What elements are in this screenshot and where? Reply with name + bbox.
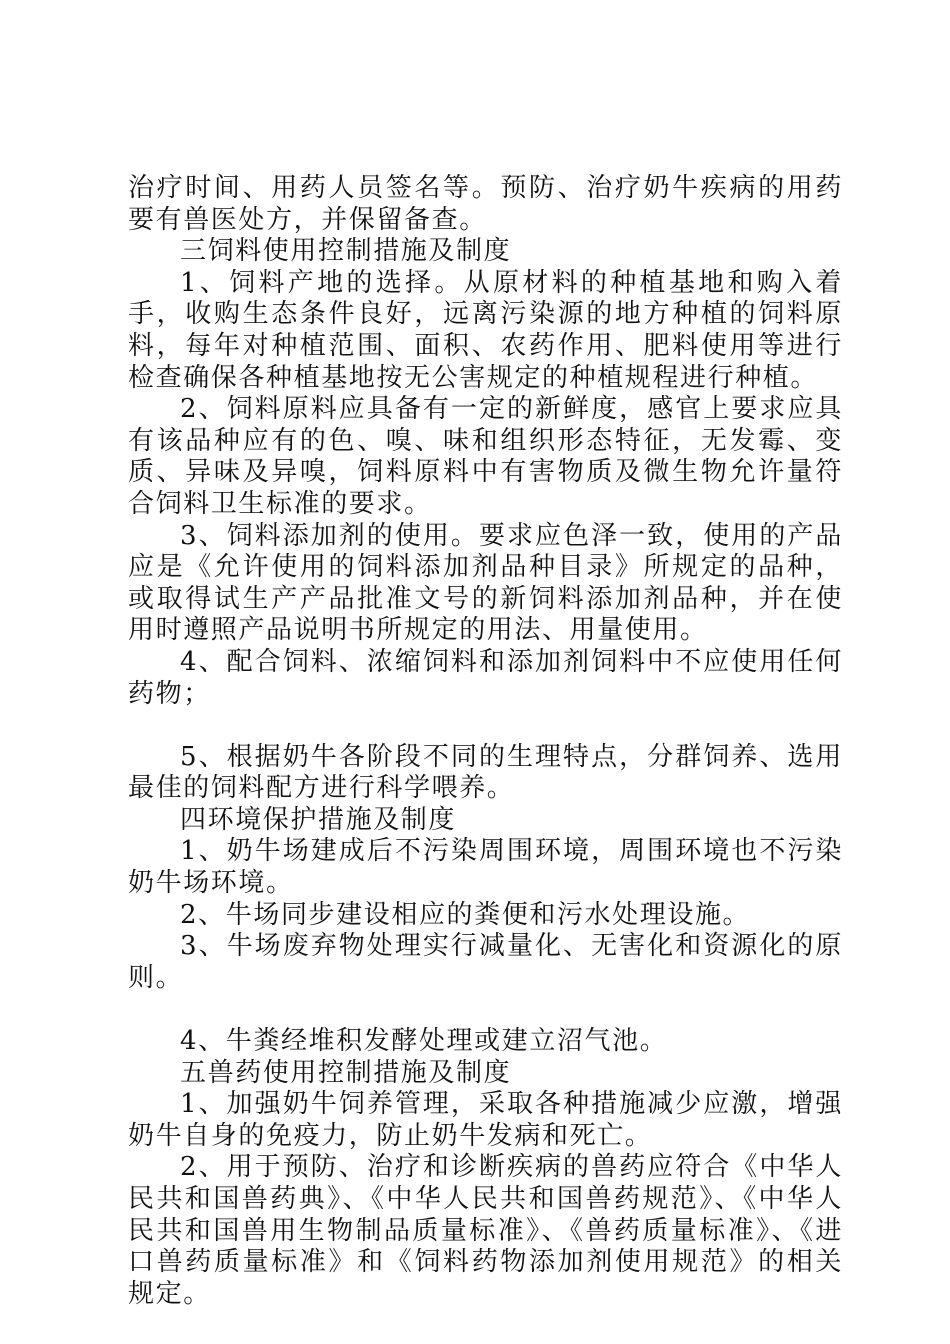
paragraph-veterinary-2: 2、用于预防、治疗和诊断疾病的兽药应符合《中华人民共和国兽药典》、《中华人民共和国兽药规范》、《中华人民共和国兽用生物制品质量标准》、《兽药质量标准》、《进口兽药质量标准》和《饲料药物添加剂使用规范》的相关规定。 [128, 1152, 843, 1309]
section-heading-environment: 四环境保护措施及制度 [180, 804, 457, 835]
paragraph-environment-2: 2、牛场同步建设相应的粪便和污水处理设施。 [180, 899, 751, 930]
paragraph-feed-1: 1、饲料产地的选择。从原材料的种植基地和购入着手，收购生态条件良好，远离污染源的地方种植的饲料原料，每年对种植范围、面积、农药作用、肥料使用等进行检查确保各种植基地按无公害规定的种植规程进行种植。 [128, 267, 843, 393]
paragraph-feed-5: 5、根据奶牛各阶段不同的生理特点，分群饲养、选用最佳的饲料配方进行科学喂养。 [128, 741, 843, 804]
document-body [128, 173, 843, 1310]
paragraph-environment-1: 1、奶牛场建成后不污染周围环境，周围环境也不污染奶牛场环境。 [128, 836, 843, 899]
paragraph-feed-3: 3、饲料添加剂的使用。要求应色泽一致，使用的产品应是《允许使用的饲料添加剂品种目录》所规定的品种，或取得试生产产品批准文号的新饲料添加剂品种，并在使用时遵照产品说明书所规定的用法、用量使用。 [128, 520, 843, 646]
paragraph-environment-3: 3、牛场废弃物处理实行减量化、无害化和资源化的原则。 [128, 931, 843, 993]
paragraph-veterinary-1: 1、加强奶牛饲养管理，采取各种措施减少应激，增强奶牛自身的免疫力，防止奶牛发病和死亡。 [128, 1089, 843, 1151]
paragraph-continuation: 治疗时间、用药人员签名等。预防、治疗奶牛疾病的用药要有兽医处方，并保留备查。 [128, 173, 843, 235]
paragraph-environment-4: 4、牛粪经堆积发酵处理或建立沼气池。 [180, 1026, 668, 1057]
paragraph-feed-2: 2、饲料原料应具备有一定的新鲜度，感官上要求应具有该品种应有的色、嗅、味和组织形态特征，无发霉、变质、异味及异嗅，饲料原料中有害物质及微生物允许量符合饲料卫生标准的要求。 [128, 394, 843, 519]
paragraph-feed-4: 4、配合饲料、浓缩饲料和添加剂饲料中不应使用任何药物； [128, 646, 843, 709]
section-heading-veterinary: 五兽药使用控制措施及制度 [180, 1057, 512, 1088]
section-heading-feed: 三饲料使用控制措施及制度 [180, 236, 512, 267]
